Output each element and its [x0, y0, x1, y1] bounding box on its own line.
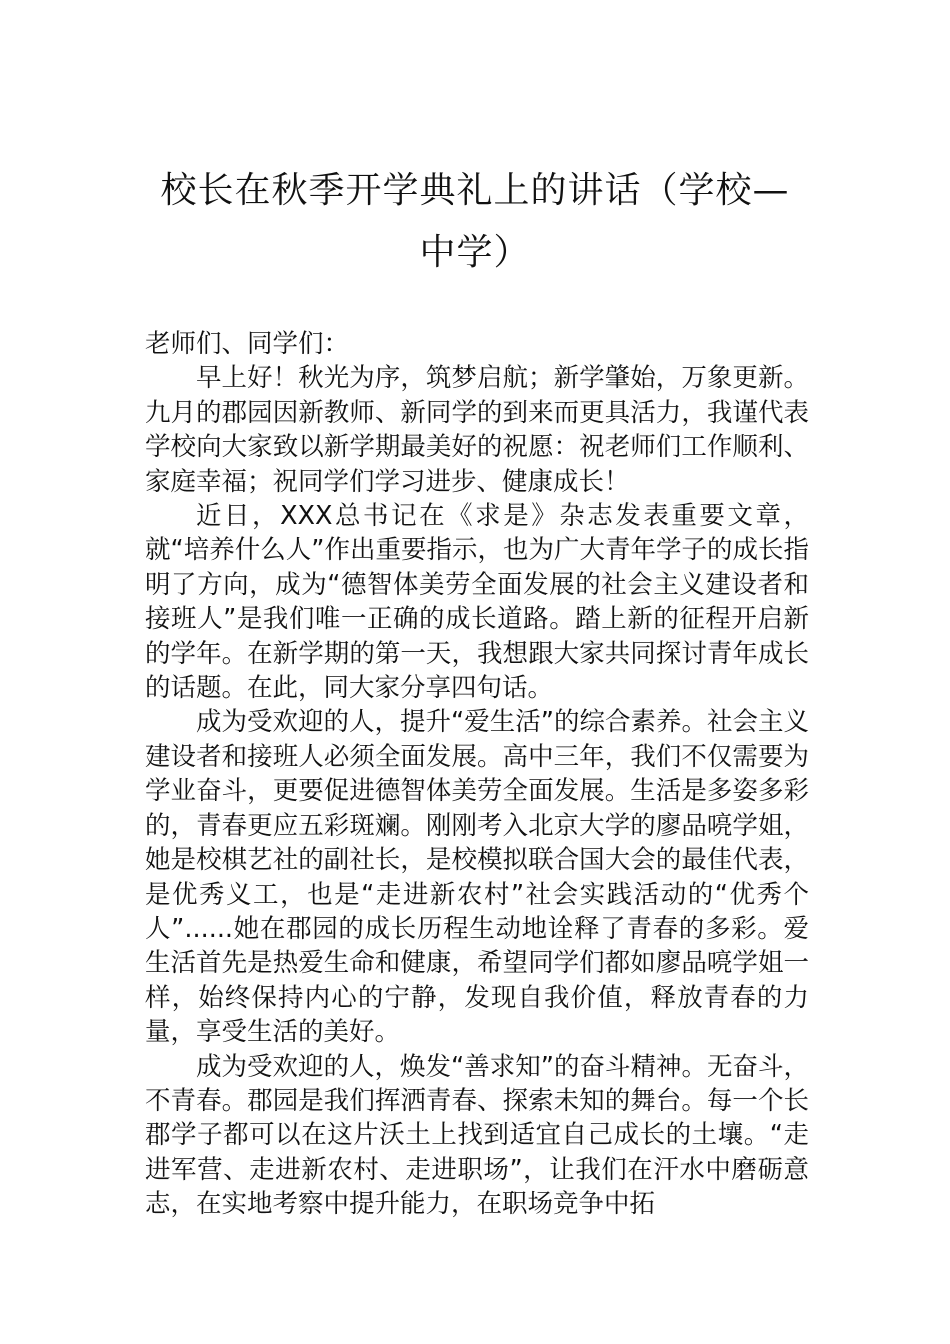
paragraph: 成为受欢迎的人，提升“爱生活”的综合素养。社会主义建设者和接班人必须全面发展。高中三年，我们不仅需要为学业奋斗，更要促进德智体美劳全面发展。生活是多姿多彩的，青春更应五彩斑斓。刚刚考入北京大学的廖品喨学姐，她是校棋艺社的副社长，是校模拟联合国大会的最佳代表，是优秀义工，也是“走进新农村”社会实践活动的“优秀个人”......她在郡园的成长历程生动地诠释了青春的多彩。爱生活首先是热爱生命和健康，希望同学们都如廖品喨学姐一样，始终保持内心的宁静，发现自我价值，释放青春的力量，享受生活的美好。: [145, 707, 809, 1048]
paragraph: 成为受欢迎的人，焕发“善求知”的奋斗精神。无奋斗，不青春。郡园是我们挥洒青春、探索未知的舞台。每一个长郡学子都可以在这片沃土上找到适宜自己成长的土壤。“走进军营、走进新农村、走进职场”，让我们在汗水中磨砺意志，在实地考察中提升能力，在职场竞争中拓: [145, 1051, 809, 1220]
document-body: [145, 327, 809, 1222]
document-title: 校长在秋季开学典礼上的讲话（学校—中学）: [160, 170, 790, 273]
paragraph: 近日，XXX总书记在《求是》杂志发表重要文章，就“培养什么人”作出重要指示，也为广大青年学子的成长指明了方向，成为“德智体美劳全面发展的社会主义建设者和接班人”是我们唯一正确的成长道路。踏上新的征程开启新的学年。在新学期的第一天，我想跟大家共同探讨青年成长的话题。在此，同大家分享四句话。: [145, 501, 809, 704]
salutation: 老师们、同学们：: [145, 329, 350, 359]
paragraph: 早上好！秋光为序，筑梦启航；新学肇始，万象更新。九月的郡园因新教师、新同学的到来而更具活力，我谨代表学校向大家致以新学期最美好的祝愿：祝老师们工作顺利、家庭幸福；祝同学们学习进步、健康成长！: [145, 363, 809, 497]
